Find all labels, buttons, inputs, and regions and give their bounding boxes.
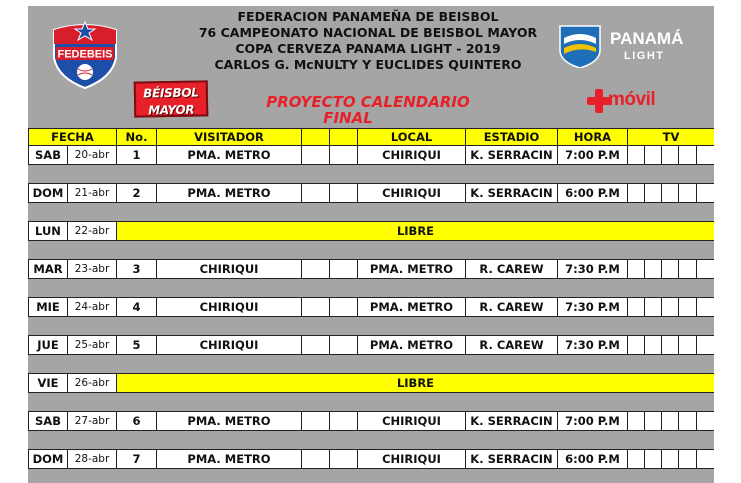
row-day: DOM bbox=[29, 450, 68, 469]
row-libre: LIBRE bbox=[117, 222, 715, 241]
proyecto-title: PROYECTO CALENDARIO bbox=[266, 93, 470, 111]
row-local: CHIRIQUI bbox=[358, 412, 466, 431]
row-day: JUE bbox=[29, 336, 68, 355]
row-time: 7:00 P.M bbox=[558, 146, 628, 165]
row-local: PMA. METRO bbox=[358, 336, 466, 355]
header-title-line-4: CARLOS G. McNULTY Y EUCLIDES QUINTERO bbox=[214, 57, 522, 72]
table-row bbox=[29, 450, 715, 469]
fedebeis-logo bbox=[46, 20, 124, 90]
row-stadium: K. SERRACIN bbox=[466, 412, 558, 431]
spacer-row bbox=[29, 393, 715, 412]
row-day: MAR bbox=[29, 260, 68, 279]
table-row bbox=[29, 146, 715, 165]
fedebeis-logo-text: FEDEBEIS bbox=[57, 48, 113, 61]
row-stadium: K. SERRACIN bbox=[466, 450, 558, 469]
row-local: CHIRIQUI bbox=[358, 450, 466, 469]
row-visitor: PMA. METRO bbox=[157, 184, 302, 203]
table-row-libre bbox=[29, 222, 715, 241]
row-game-number: 2 bbox=[117, 184, 157, 203]
col-header-visitador: VISITADOR bbox=[157, 129, 302, 146]
beisbol-mayor-logo bbox=[134, 80, 209, 117]
spacer-row bbox=[29, 355, 715, 374]
col-header-blank-2 bbox=[330, 129, 358, 146]
row-visitor: CHIRIQUI bbox=[157, 298, 302, 317]
table-row bbox=[29, 260, 715, 279]
row-visitor: PMA. METRO bbox=[157, 412, 302, 431]
col-header-no: No. bbox=[117, 129, 157, 146]
row-date: 24-abr bbox=[68, 298, 117, 317]
col-header-fecha: FECHA bbox=[29, 129, 117, 146]
table-row bbox=[29, 412, 715, 431]
row-date: 28-abr bbox=[68, 450, 117, 469]
spacer-row bbox=[29, 279, 715, 298]
proyecto-subtitle: FINAL bbox=[323, 109, 373, 127]
row-day: DOM bbox=[29, 184, 68, 203]
schedule-header bbox=[28, 6, 714, 128]
spacer-row bbox=[29, 317, 715, 336]
movil-logo bbox=[586, 86, 696, 114]
row-stadium: R. CAREW bbox=[466, 336, 558, 355]
row-date: 21-abr bbox=[68, 184, 117, 203]
row-libre: LIBRE bbox=[117, 374, 715, 393]
row-local: CHIRIQUI bbox=[358, 146, 466, 165]
row-game-number: 3 bbox=[117, 260, 157, 279]
row-visitor: PMA. METRO bbox=[157, 450, 302, 469]
table-row bbox=[29, 336, 715, 355]
row-time: 7:30 P.M bbox=[558, 336, 628, 355]
col-header-estadio: ESTADIO bbox=[466, 129, 558, 146]
row-time: 6:00 P.M bbox=[558, 184, 628, 203]
row-visitor: PMA. METRO bbox=[157, 146, 302, 165]
row-local: PMA. METRO bbox=[358, 260, 466, 279]
header-title-line-1: FEDERACION PANAMEÑA DE BEISBOL bbox=[237, 9, 499, 24]
spacer-row bbox=[29, 469, 715, 483]
spacer-row bbox=[29, 241, 715, 260]
col-header-local: LOCAL bbox=[358, 129, 466, 146]
row-time: 7:00 P.M bbox=[558, 412, 628, 431]
row-local: PMA. METRO bbox=[358, 298, 466, 317]
row-date: 27-abr bbox=[68, 412, 117, 431]
row-game-number: 1 bbox=[117, 146, 157, 165]
beisbol-logo-line-2: MAYOR bbox=[148, 102, 195, 118]
row-time: 7:30 P.M bbox=[558, 298, 628, 317]
row-stadium: R. CAREW bbox=[466, 298, 558, 317]
spacer-row bbox=[29, 165, 715, 184]
row-game-number: 5 bbox=[117, 336, 157, 355]
row-visitor: CHIRIQUI bbox=[157, 260, 302, 279]
row-day: VIE bbox=[29, 374, 68, 393]
row-date: 23-abr bbox=[68, 260, 117, 279]
spacer-row bbox=[29, 431, 715, 450]
table-row-libre bbox=[29, 374, 715, 393]
row-date: 20-abr bbox=[68, 146, 117, 165]
col-header-blank-1 bbox=[302, 129, 330, 146]
panama-logo-sub: LIGHT bbox=[624, 50, 665, 62]
row-date: 22-abr bbox=[68, 222, 117, 241]
row-day: MIE bbox=[29, 298, 68, 317]
col-header-hora: HORA bbox=[558, 129, 628, 146]
row-local: CHIRIQUI bbox=[358, 184, 466, 203]
schedule-table bbox=[28, 128, 714, 483]
table-row bbox=[29, 298, 715, 317]
row-day: SAB bbox=[29, 412, 68, 431]
col-header-tv: TV bbox=[628, 129, 715, 146]
row-stadium: R. CAREW bbox=[466, 260, 558, 279]
beisbol-logo-line-1: BÉISBOL bbox=[143, 85, 199, 101]
row-game-number: 6 bbox=[117, 412, 157, 431]
spacer-row bbox=[29, 203, 715, 222]
header-title-line-3: COPA CERVEZA PANAMA LIGHT - 2019 bbox=[235, 41, 501, 56]
row-time: 6:00 P.M bbox=[558, 450, 628, 469]
table-row bbox=[29, 184, 715, 203]
panama-light-logo bbox=[558, 22, 708, 68]
panama-logo-brand: PANAMÁ bbox=[610, 29, 684, 48]
header-title-line-2: 76 CAMPEONATO NACIONAL DE BEISBOL MAYOR bbox=[198, 25, 538, 40]
row-day: SAB bbox=[29, 146, 68, 165]
row-game-number: 7 bbox=[117, 450, 157, 469]
table-header-row bbox=[29, 129, 715, 146]
schedule-sheet bbox=[28, 6, 714, 483]
row-day: LUN bbox=[29, 222, 68, 241]
row-date: 26-abr bbox=[68, 374, 117, 393]
row-stadium: K. SERRACIN bbox=[466, 184, 558, 203]
row-game-number: 4 bbox=[117, 298, 157, 317]
row-time: 7:30 P.M bbox=[558, 260, 628, 279]
movil-logo-text: móvil bbox=[608, 89, 656, 110]
row-date: 25-abr bbox=[68, 336, 117, 355]
row-visitor: CHIRIQUI bbox=[157, 336, 302, 355]
row-stadium: K. SERRACIN bbox=[466, 146, 558, 165]
